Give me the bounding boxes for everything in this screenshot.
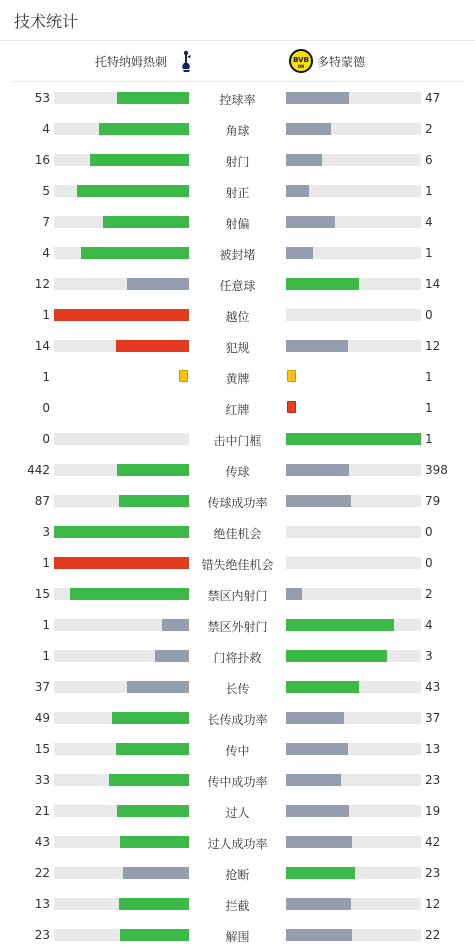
away-value: 4 <box>425 618 433 632</box>
home-value: 13 <box>34 897 50 911</box>
stat-label: 禁区外射门 <box>207 620 268 634</box>
stat-label: 过人 <box>225 806 250 820</box>
away-bar-track <box>286 247 421 259</box>
stat-label: 被封堵 <box>219 248 256 262</box>
away-bar-fill <box>286 340 348 352</box>
away-bar-track <box>286 836 421 848</box>
away-value: 79 <box>425 494 441 508</box>
home-value: 4 <box>42 122 50 136</box>
away-bar-fill <box>286 681 359 693</box>
stat-row <box>0 145 475 176</box>
teams-bar <box>10 41 465 82</box>
stat-label: 犯规 <box>225 341 250 355</box>
home-bar-track <box>54 185 189 197</box>
away-value: 3 <box>425 649 433 663</box>
home-bar-fill <box>155 650 189 662</box>
home-bar-track <box>54 526 189 538</box>
away-value: 0 <box>425 556 433 570</box>
away-value: 1 <box>425 184 433 198</box>
home-bar-track <box>54 123 189 135</box>
home-bar-fill <box>116 743 189 755</box>
home-bar-track <box>54 216 189 228</box>
away-bar-fill <box>286 898 351 910</box>
away-bar-fill <box>286 495 351 507</box>
home-value: 4 <box>42 246 50 260</box>
away-bar-fill <box>286 867 355 879</box>
away-bar-fill <box>286 836 352 848</box>
home-value: 22 <box>34 866 50 880</box>
stat-row <box>0 362 475 393</box>
home-bar-track <box>54 557 189 569</box>
away-bar-track <box>286 495 421 507</box>
away-value: 12 <box>425 339 441 353</box>
away-bar-fill <box>286 774 341 786</box>
stat-label: 过人成功率 <box>207 837 268 851</box>
home-value: 7 <box>42 215 50 229</box>
away-bar-track <box>286 309 421 321</box>
away-value: 12 <box>425 897 441 911</box>
stat-row <box>0 455 475 486</box>
away-bar-track <box>286 681 421 693</box>
away-bar-fill <box>286 92 349 104</box>
away-value: 19 <box>425 804 441 818</box>
away-value: 1 <box>425 246 433 260</box>
away-bar-track <box>286 743 421 755</box>
home-bar-track <box>54 743 189 755</box>
home-value: 1 <box>42 308 50 322</box>
away-value: 4 <box>425 215 433 229</box>
home-value: 1 <box>42 618 50 632</box>
stat-label: 传中成功率 <box>207 775 268 789</box>
stat-row <box>0 827 475 858</box>
away-bar-track <box>286 650 421 662</box>
home-bar-track <box>54 805 189 817</box>
stat-row <box>0 424 475 455</box>
stat-row <box>0 641 475 672</box>
away-value: 6 <box>425 153 433 167</box>
away-team <box>289 49 365 73</box>
home-value: 23 <box>34 928 50 942</box>
away-bar-fill <box>286 743 348 755</box>
stat-label: 射正 <box>225 186 250 200</box>
home-bar-fill <box>103 216 189 228</box>
home-bar-fill <box>162 619 189 631</box>
page-title: 技术统计 <box>14 11 79 31</box>
stat-row <box>0 734 475 765</box>
away-bar-track <box>286 278 421 290</box>
home-value: 12 <box>34 277 50 291</box>
away-value: 47 <box>425 91 441 105</box>
away-bar-fill <box>286 154 322 166</box>
home-team <box>10 49 247 73</box>
away-bar-track <box>286 433 421 445</box>
stat-row <box>0 331 475 362</box>
tottenham-logo-icon <box>175 49 199 73</box>
stat-row <box>0 269 475 300</box>
stat-label: 控球率 <box>219 93 256 107</box>
home-bar-fill <box>117 805 189 817</box>
stat-label: 角球 <box>225 124 250 138</box>
stats-header <box>0 0 475 41</box>
away-team-name: 多特蒙德 <box>317 54 366 69</box>
stat-label: 越位 <box>225 310 250 324</box>
svg-text:BVB: BVB <box>293 56 309 64</box>
stat-label: 拦截 <box>225 899 250 913</box>
stat-row <box>0 207 475 238</box>
away-value: 0 <box>425 308 433 322</box>
home-bar-fill <box>123 867 189 879</box>
away-bar-track <box>286 340 421 352</box>
home-value: 1 <box>42 370 50 384</box>
home-bar-track <box>54 278 189 290</box>
home-bar-fill <box>117 464 189 476</box>
yellow-card-icon <box>179 370 188 382</box>
away-value: 1 <box>425 370 433 384</box>
home-bar-fill <box>90 154 189 166</box>
home-value: 5 <box>42 184 50 198</box>
home-value: 33 <box>34 773 50 787</box>
home-bar-fill <box>99 123 189 135</box>
stat-label: 长传成功率 <box>207 713 268 727</box>
away-bar-track <box>286 92 421 104</box>
home-value: 49 <box>34 711 50 725</box>
away-value: 42 <box>425 835 441 849</box>
home-bar-track <box>54 247 189 259</box>
home-bar-fill <box>54 309 189 321</box>
away-value: 37 <box>425 711 441 725</box>
home-bar-fill <box>70 588 189 600</box>
stat-row <box>0 579 475 610</box>
home-bar-track <box>54 712 189 724</box>
home-bar-track <box>54 433 189 445</box>
home-bar-track <box>54 836 189 848</box>
away-bar-fill <box>286 650 387 662</box>
away-value: 0 <box>425 525 433 539</box>
home-value: 14 <box>34 339 50 353</box>
stat-label: 错失绝佳机会 <box>201 558 274 572</box>
home-bar-fill <box>127 681 189 693</box>
away-bar-track <box>286 588 421 600</box>
away-value: 23 <box>425 773 441 787</box>
home-value: 21 <box>34 804 50 818</box>
home-bar-track <box>54 650 189 662</box>
home-bar-track <box>54 309 189 321</box>
home-value: 0 <box>42 432 50 446</box>
away-bar-track <box>286 185 421 197</box>
home-value: 37 <box>34 680 50 694</box>
away-bar-fill <box>286 433 421 445</box>
stat-label: 射门 <box>225 155 250 169</box>
stat-row <box>0 703 475 734</box>
stat-row <box>0 238 475 269</box>
away-bar-fill <box>286 929 352 941</box>
stat-row <box>0 765 475 796</box>
stat-row <box>0 83 475 114</box>
away-value: 13 <box>425 742 441 756</box>
home-bar-fill <box>117 92 189 104</box>
home-value: 3 <box>42 525 50 539</box>
red-card-icon <box>287 401 296 413</box>
home-bar-track <box>54 619 189 631</box>
home-value: 15 <box>34 587 50 601</box>
stat-row <box>0 517 475 548</box>
stat-row <box>0 114 475 145</box>
home-value: 442 <box>27 463 50 477</box>
away-bar-fill <box>286 278 359 290</box>
away-bar-track <box>286 464 421 476</box>
home-bar-fill <box>77 185 189 197</box>
stats-list <box>0 83 475 951</box>
away-value: 22 <box>425 928 441 942</box>
away-bar-track <box>286 712 421 724</box>
away-value: 398 <box>425 463 448 477</box>
away-bar-track <box>286 154 421 166</box>
away-value: 1 <box>425 432 433 446</box>
home-value: 15 <box>34 742 50 756</box>
home-bar-fill <box>81 247 189 259</box>
home-bar-track <box>54 867 189 879</box>
away-bar-track <box>286 526 421 538</box>
stat-label: 抢断 <box>225 868 250 882</box>
home-bar-fill <box>119 898 189 910</box>
home-bar-track <box>54 681 189 693</box>
away-bar-fill <box>286 712 344 724</box>
home-bar-track <box>54 495 189 507</box>
away-bar-track <box>286 929 421 941</box>
home-bar-track <box>54 92 189 104</box>
away-bar-fill <box>286 619 394 631</box>
away-bar-track <box>286 216 421 228</box>
stat-label: 解围 <box>225 930 250 944</box>
away-value: 2 <box>425 122 433 136</box>
home-value: 43 <box>34 835 50 849</box>
stat-label: 黄牌 <box>225 372 250 386</box>
home-bar-fill <box>54 526 189 538</box>
stat-row <box>0 610 475 641</box>
stat-label: 红牌 <box>225 403 250 417</box>
away-value: 14 <box>425 277 441 291</box>
stat-label: 禁区内射门 <box>207 589 268 603</box>
away-value: 1 <box>425 401 433 415</box>
stat-row <box>0 300 475 331</box>
stat-row <box>0 889 475 920</box>
stat-row <box>0 486 475 517</box>
home-team-name: 托特纳姆热刺 <box>94 54 167 69</box>
home-bar-track <box>54 154 189 166</box>
home-bar-fill <box>116 340 189 352</box>
home-bar-fill <box>112 712 189 724</box>
home-value: 1 <box>42 649 50 663</box>
away-bar-track <box>286 774 421 786</box>
away-value: 2 <box>425 587 433 601</box>
stat-label: 传球成功率 <box>207 496 268 510</box>
dortmund-logo-icon <box>289 49 313 73</box>
stat-label: 门将扑救 <box>213 651 262 665</box>
home-value: 53 <box>34 91 50 105</box>
away-bar-fill <box>286 588 302 600</box>
yellow-card-icon <box>287 370 296 382</box>
stat-label: 传球 <box>225 465 250 479</box>
stat-row <box>0 393 475 424</box>
home-bar-track <box>54 464 189 476</box>
stat-row <box>0 548 475 579</box>
away-bar-fill <box>286 185 309 197</box>
home-value: 1 <box>42 556 50 570</box>
stat-label: 射偏 <box>225 217 250 231</box>
home-value: 16 <box>34 153 50 167</box>
away-bar-track <box>286 867 421 879</box>
home-bar-track <box>54 898 189 910</box>
home-bar-fill <box>109 774 189 786</box>
home-bar-fill <box>127 278 189 290</box>
away-bar-fill <box>286 216 335 228</box>
away-bar-track <box>286 898 421 910</box>
home-bar-fill <box>54 557 189 569</box>
stat-row <box>0 858 475 889</box>
away-bar-fill <box>286 464 349 476</box>
stat-row <box>0 920 475 951</box>
home-value: 87 <box>34 494 50 508</box>
home-bar-track <box>54 340 189 352</box>
svg-text:09: 09 <box>297 65 305 70</box>
stat-label: 任意球 <box>219 279 256 293</box>
away-bar-track <box>286 805 421 817</box>
stat-label: 击中门框 <box>213 434 262 448</box>
home-bar-fill <box>120 836 189 848</box>
stat-label: 长传 <box>225 682 250 696</box>
home-bar-track <box>54 588 189 600</box>
stat-label: 绝佳机会 <box>213 527 262 541</box>
stat-row <box>0 176 475 207</box>
home-bar-track <box>54 929 189 941</box>
away-value: 23 <box>425 866 441 880</box>
away-value: 43 <box>425 680 441 694</box>
away-bar-fill <box>286 247 313 259</box>
away-bar-track <box>286 619 421 631</box>
away-bar-fill <box>286 805 349 817</box>
home-bar-fill <box>120 929 189 941</box>
home-bar-fill <box>119 495 189 507</box>
stat-label: 传中 <box>225 744 250 758</box>
stat-row <box>0 796 475 827</box>
away-bar-track <box>286 557 421 569</box>
stat-row <box>0 672 475 703</box>
away-bar-track <box>286 123 421 135</box>
home-bar-track <box>54 774 189 786</box>
home-value: 0 <box>42 401 50 415</box>
away-bar-fill <box>286 123 331 135</box>
